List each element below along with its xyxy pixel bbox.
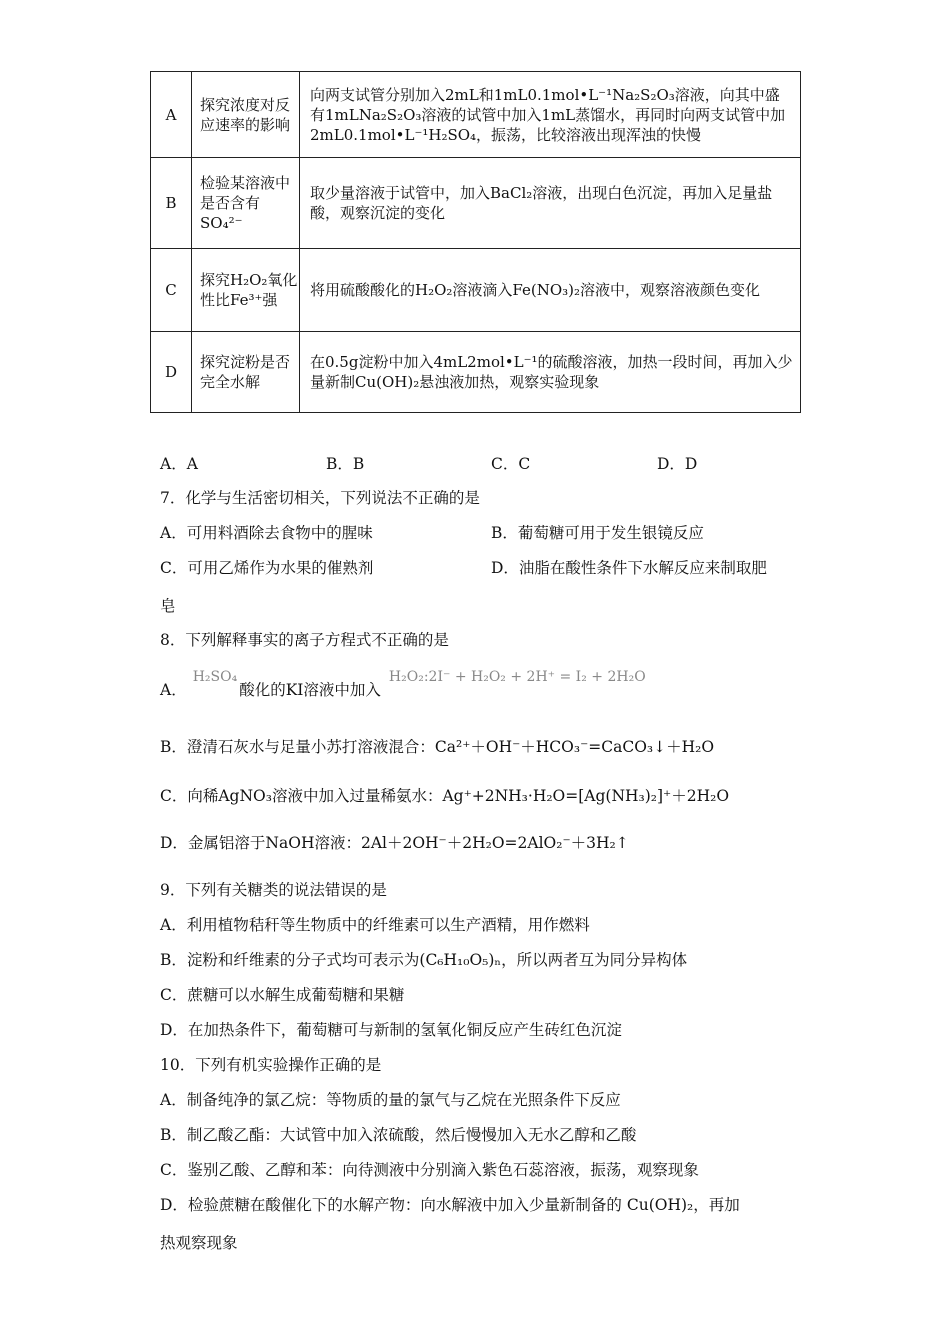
row-purpose: 探究H₂O₂氧化性比Fe³⁺强 (192, 249, 300, 332)
q8-option-c[interactable]: C．向稀AgNO₃溶液中加入过量稀氨水：Ag⁺+2NH₃·H₂O=[Ag(NH₃)₂]⁺＋2H₂O (160, 787, 730, 805)
row-purpose: 探究浓度对反应速率的影响 (192, 72, 300, 158)
q8-option-d[interactable]: D．金属铝溶于NaOH溶液：2Al＋2OH⁻＋2H₂O=2AlO₂⁻＋3H₂↑ (160, 834, 629, 852)
q8-a-formula-equation: H₂O₂:2I⁻ + H₂O₂ + 2H⁺ = I₂ + 2H₂O (388, 669, 646, 685)
row-method: 向两支试管分别加入2mL和1mL0.1mol•L⁻¹Na₂S₂O₃溶液，向其中盛有1mLNa₂S₂O₃溶液的试管中加入1mL蒸馏水，再同时向两支试管中加2mL0.1mol•L⁻¹H₂SO₄，振荡，比较溶液出现浑浊的快慢 (300, 72, 801, 158)
q8-a-prefix: A． (160, 681, 187, 699)
table-row (151, 249, 801, 332)
row-method: 在0.5g淀粉中加入4mL2mol•L⁻¹的硫酸溶液，加热一段时间，再加入少量新制Cu(OH)₂悬浊液加热，观察实验现象 (300, 332, 801, 413)
table-row (151, 72, 801, 158)
table-row (151, 158, 801, 249)
q8-option-a[interactable] (160, 664, 646, 704)
q9-option-d[interactable]: D．在加热条件下，葡萄糖可与新制的氢氧化铜反应产生砖红色沉淀 (160, 1021, 622, 1039)
q10-stem: 10．下列有机实验操作正确的是 (160, 1056, 382, 1074)
q10-option-c[interactable]: C．鉴别乙酸、乙醇和苯：向待测液中分别滴入紫色石蕊溶液，振荡，观察现象 (160, 1161, 699, 1179)
q8-a-formula-acid: H₂SO₄ (192, 669, 238, 685)
q7-stem: 7．化学与生活密切相关，下列说法不正确的是 (160, 489, 480, 507)
q8-stem: 8．下列解释事实的离子方程式不正确的是 (160, 631, 449, 649)
q7-option-d-continued: 皂 (160, 597, 176, 615)
q8-a-text: 酸化的KI溶液中加入 (239, 681, 381, 699)
q10-option-b[interactable]: B．制乙酸乙酯：大试管中加入浓硫酸，然后慢慢加入无水乙醇和乙酸 (160, 1126, 637, 1144)
q6-option-a[interactable]: A．A (160, 455, 198, 473)
q6-option-b[interactable]: B．B (326, 455, 365, 473)
q9-option-a[interactable]: A．利用植物秸秆等生物质中的纤维素可以生产酒精，用作燃料 (160, 916, 590, 934)
q9-option-c[interactable]: C．蔗糖可以水解生成葡萄糖和果糖 (160, 986, 405, 1004)
row-purpose: 检验某溶液中是否含有SO₄²⁻ (192, 158, 300, 249)
row-method: 将用硫酸酸化的H₂O₂溶液滴入Fe(NO₃)₂溶液中，观察溶液颜色变化 (300, 249, 801, 332)
q9-option-b[interactable]: B．淀粉和纤维素的分子式均可表示为(C₆H₁₀O₅)ₙ，所以两者互为同分异构体 (160, 951, 688, 969)
row-label: C (151, 249, 192, 332)
q9-stem: 9．下列有关糖类的说法错误的是 (160, 881, 387, 899)
q10-option-d[interactable]: D．检验蔗糖在酸催化下的水解产物：向水解液中加入少量新制备的 Cu(OH)₂，再加 (160, 1196, 740, 1214)
row-label: B (151, 158, 192, 249)
q10-option-a[interactable]: A．制备纯净的氯乙烷：等物质的量的氯气与乙烷在光照条件下反应 (160, 1091, 621, 1109)
q7-option-b[interactable]: B．葡萄糖可用于发生银镜反应 (491, 524, 704, 542)
q7-option-a[interactable]: A．可用料酒除去食物中的腥味 (160, 524, 373, 542)
q7-option-c[interactable]: C．可用乙烯作为水果的催熟剂 (160, 559, 374, 577)
row-label: D (151, 332, 192, 413)
experiment-table (150, 71, 801, 413)
q6-option-d[interactable]: D．D (657, 455, 698, 473)
q8-option-b[interactable]: B．澄清石灰水与足量小苏打溶液混合：Ca²⁺＋OH⁻＋HCO₃⁻=CaCO₃↓＋H₂O (160, 738, 715, 756)
q10-option-d-continued: 热观察现象 (160, 1234, 238, 1252)
row-method: 取少量溶液于试管中，加入BaCl₂溶液，出现白色沉淀，再加入足量盐酸，观察沉淀的变化 (300, 158, 801, 249)
q6-option-c[interactable]: C．C (491, 455, 531, 473)
q7-option-d[interactable]: D．油脂在酸性条件下水解反应来制取肥 (491, 559, 767, 577)
row-purpose: 探究淀粉是否完全水解 (192, 332, 300, 413)
table-row (151, 332, 801, 413)
row-label: A (151, 72, 192, 158)
